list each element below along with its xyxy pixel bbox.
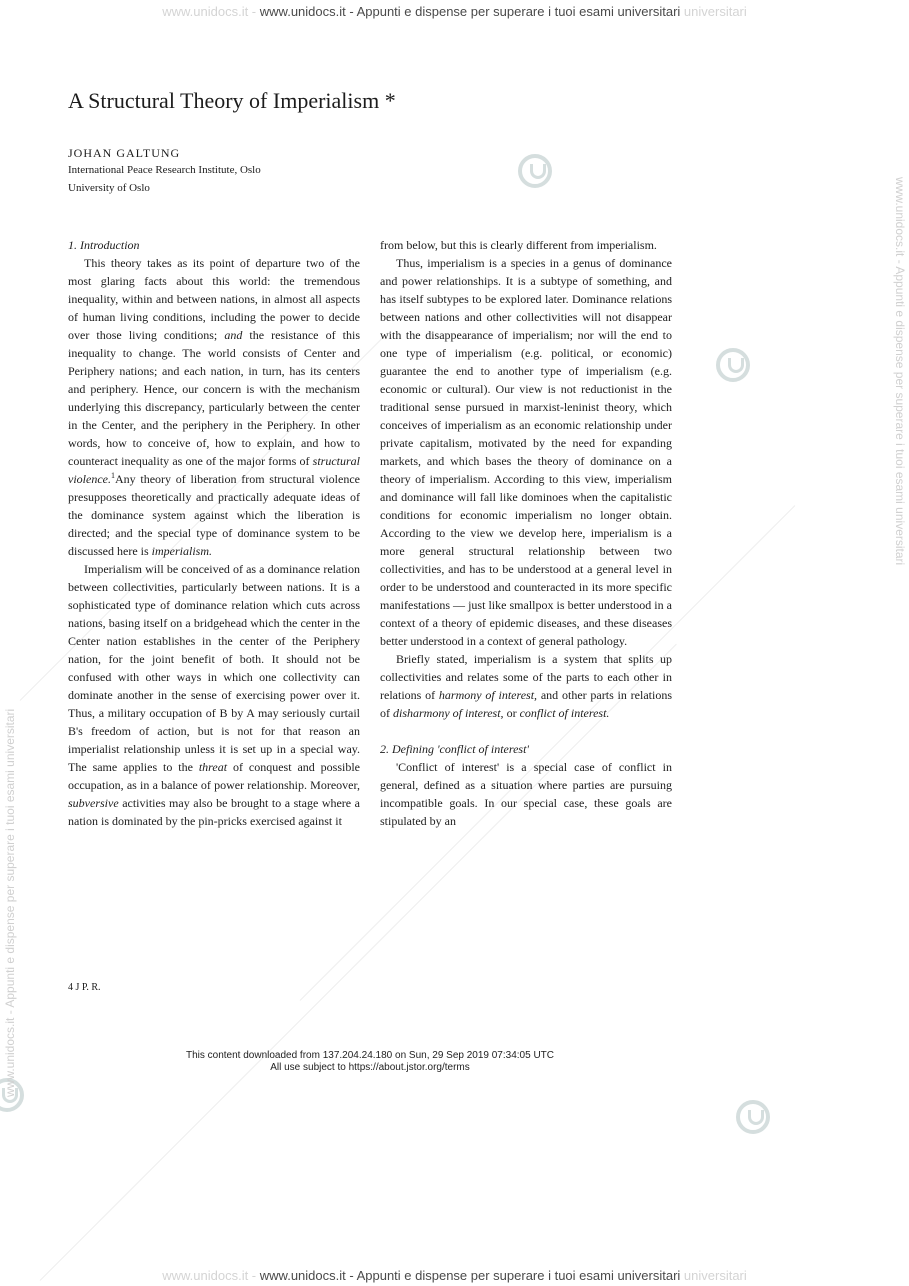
watermark-logo-icon xyxy=(518,154,552,188)
section-heading: 2. Defining 'conflict of interest' xyxy=(380,742,529,756)
right-column xyxy=(380,236,672,830)
watermark-logo-icon xyxy=(736,1100,770,1134)
watermark-top: www.unidocs.it - www.unidocs.it - Appunti e dispense per superare i tuoi esami universitari universitari xyxy=(162,4,747,19)
watermark-left: www.unidocs.it - Appunti e dispense per superare i tuoi esami universitari xyxy=(3,708,17,1097)
affiliation: International Peace Research Institute, Oslo xyxy=(68,164,261,176)
section-heading: 1. Introduction xyxy=(68,238,140,252)
download-notice: This content downloaded from 137.204.24.180 on Sun, 29 Sep 2019 07:34:05 UTC xyxy=(185,1050,555,1061)
paragraph: from below, but this is clearly different from imperialism. xyxy=(380,238,657,252)
terms-notice: All use subject to https://about.jstor.org/terms xyxy=(270,1062,470,1073)
paragraph: 'Conflict of interest' is a special case of conflict in general, defined as a situation where parties are pursuing incompatible goals. In our special case, these goals are stipulated by an xyxy=(380,760,672,828)
watermark-right: www.unidocs.it - Appunti e dispense per superare i tuoi esami universitari xyxy=(893,177,907,566)
author-name: JOHAN GALTUNG xyxy=(68,146,181,160)
article-title: A Structural Theory of Imperialism * xyxy=(68,88,396,113)
affiliation: University of Oslo xyxy=(68,182,150,194)
paragraph: Imperialism will be conceived of as a dominance relation between collectivities, particularly between nations. It is a sophisticated type of dominance relation which cuts across nations, basing itself on a bridgehead which the center in the Center nation establishes in the center of the Periphery nation, for the joint benefit of both. It should not be confused with other ways in which one collectivity can dominate another in the sense of exercising power over it. Thus, a military occupation of B by A may seriously curtail B's freedom of action, but is not for that reason an imperialist relationship unless it is set up in a special way. The same applies to the threat of conquest and possible occupation, as in a balance of power relationship. Moreover, subversive activities may also be brought to a stage where a nation is dominated by the pin-pricks exercised against it xyxy=(68,562,361,828)
watermark-bottom: www.unidocs.it - www.unidocs.it - Appunti e dispense per superare i tuoi esami universitari universitari xyxy=(162,1268,747,1283)
left-column xyxy=(68,236,360,830)
paragraph: Thus, imperialism is a species in a genus of dominance and power relationships. It is a subtype of something, and has itself subtypes to be explored later. Dominance relations between nations and other collectivities will not disappear with the disappearance of imperialism; nor will the end to one type of imperialism (e.g. political, or economic) guarantee the end to another type of imperialism (e.g. economic or cultural). Our view is not reductionist in the traditional sense pursued in marxist-leninist theory, which conceives of imperialism as an economic relationship under private capitalism, motivated by the need for expanding markets, and which bases the theory of dominance on a theory of imperialism. According to this view, imperialism and dominance will fall like dominoes when the capitalistic conditions for economic imperialism no longer obtain. According to the view we develop here, imperialism is a more general structural relationship between two collectivities, and has to be understood at a general level in order to be understood and counteracted in its more specific manifestations — just like smallpox is better understood in a context of a theory of epidemic diseases, and these diseases better understood in a context of general pathology. xyxy=(380,256,672,648)
journal-mark: 4 J P. R. xyxy=(68,982,101,993)
paragraph: Briefly stated, imperialism is a system that splits up collectivities and relates some of the parts to each other in relations of harmony of interest, and other parts in relations of disharmony of interest, or conflict of interest. xyxy=(380,652,673,720)
paragraph: This theory takes as its point of departure two of the most glaring facts about this world: the tremendous inequality, within and between nations, in almost all aspects of human living conditions, including the power to decide over those living conditions; and the resistance of this inequality to change. The world consists of Center and Periphery nations; and each nation, in turn, has its centers and periphery. Hence, our concern is with the mechanism underlying this discrepancy, particularly between the center in the Center, and the periphery in the Periphery. In other words, how to conceive of, how to explain, and how to counteract inequality as one of the major forms of structural violence.$^1$Any theory of liberation from structural violence presupposes theoretically and practically adequate ideas of the dominance system against which the liberation is directed; and the special type of dominance system to be discussed here is imperialism. xyxy=(68,256,360,558)
watermark-logo-icon xyxy=(716,348,750,382)
